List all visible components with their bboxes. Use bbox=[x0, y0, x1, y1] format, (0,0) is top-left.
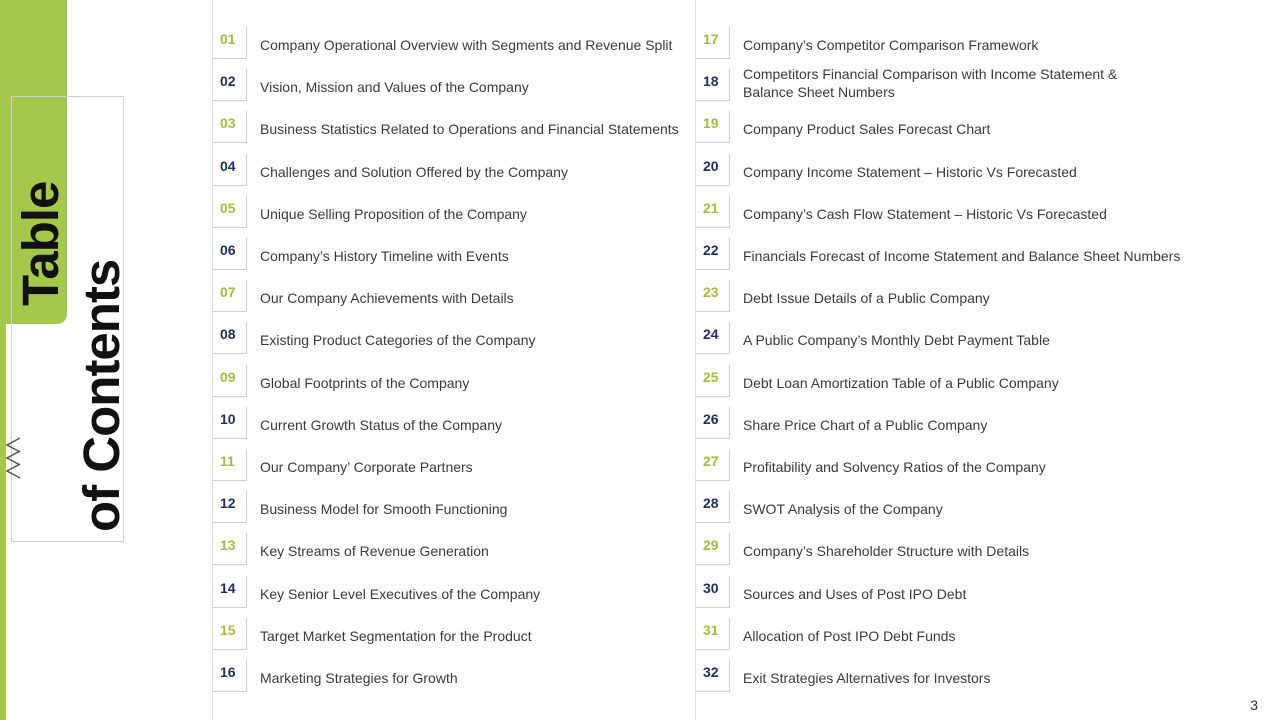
toc-item[interactable] bbox=[696, 66, 1166, 111]
toc-item-number: 26 bbox=[696, 407, 730, 439]
toc-item-label: Existing Product Categories of the Company bbox=[260, 332, 536, 348]
toc-item-label: Company Income Statement – Historic Vs Forecasted bbox=[743, 164, 1077, 180]
toc-item-number: 14 bbox=[213, 576, 247, 608]
toc-item[interactable] bbox=[213, 449, 683, 491]
toc-item-number: 07 bbox=[213, 280, 247, 312]
toc-item[interactable] bbox=[696, 576, 1166, 618]
toc-item[interactable] bbox=[213, 618, 683, 660]
toc-item-label: Allocation of Post IPO Debt Funds bbox=[743, 628, 956, 644]
toc-item[interactable] bbox=[213, 407, 683, 449]
toc-item-number: 29 bbox=[696, 533, 730, 565]
toc-item[interactable] bbox=[696, 111, 1166, 153]
toc-item-number: 15 bbox=[213, 618, 247, 650]
toc-item[interactable] bbox=[696, 280, 1166, 322]
toc-item[interactable] bbox=[696, 618, 1166, 660]
toc-item[interactable] bbox=[696, 449, 1166, 491]
toc-item[interactable] bbox=[696, 533, 1166, 575]
toc-item-label: Our Company’ Corporate Partners bbox=[260, 459, 473, 475]
toc-item[interactable] bbox=[213, 660, 683, 702]
toc-item-number: 10 bbox=[213, 407, 247, 439]
toc-item-label: Marketing Strategies for Growth bbox=[260, 670, 458, 686]
toc-item[interactable] bbox=[696, 196, 1166, 238]
toc-item[interactable] bbox=[696, 154, 1166, 196]
toc-item-label: Competitors Financial Comparison with Income Statement & Balance Sheet Numbers bbox=[743, 66, 1118, 100]
toc-item-label: A Public Company’s Monthly Debt Payment Table bbox=[743, 332, 1050, 348]
toc-item-number: 22 bbox=[696, 238, 730, 270]
toc-item[interactable] bbox=[696, 27, 1166, 69]
toc-item[interactable] bbox=[213, 27, 683, 69]
toc-item-number: 13 bbox=[213, 533, 247, 565]
triple-chevron-left-icon bbox=[2, 434, 24, 484]
toc-item-label: Global Footprints of the Company bbox=[260, 375, 470, 391]
toc-item-number: 27 bbox=[696, 449, 730, 481]
toc-item-number: 02 bbox=[213, 69, 247, 101]
toc-item-label: Company’s Competitor Comparison Framework bbox=[743, 37, 1039, 53]
toc-item-number: 16 bbox=[213, 660, 247, 692]
toc-item[interactable] bbox=[213, 154, 683, 196]
toc-item-label: Company’s Shareholder Structure with Details bbox=[743, 543, 1030, 559]
toc-item-label: Challenges and Solution Offered by the Company bbox=[260, 164, 568, 180]
toc-item-number: 11 bbox=[213, 449, 247, 481]
toc-item[interactable] bbox=[213, 491, 683, 533]
toc-item-number: 21 bbox=[696, 196, 730, 228]
toc-item-label: Unique Selling Proposition of the Company bbox=[260, 206, 527, 222]
toc-item-label: Debt Loan Amortization Table of a Public Company bbox=[743, 375, 1059, 391]
toc-item[interactable] bbox=[213, 576, 683, 618]
toc-item-number: 05 bbox=[213, 196, 247, 228]
toc-item-label: Vision, Mission and Values of the Company bbox=[260, 79, 529, 95]
toc-item-label: Business Model for Smooth Functioning bbox=[260, 501, 508, 517]
toc-item[interactable] bbox=[213, 238, 683, 280]
toc-item-number: 01 bbox=[213, 27, 247, 59]
toc-item-label: Financials Forecast of Income Statement and Balance Sheet Numbers bbox=[743, 248, 1181, 264]
toc-item-number: 30 bbox=[696, 576, 730, 608]
toc-item[interactable] bbox=[696, 407, 1166, 449]
toc-item[interactable] bbox=[213, 196, 683, 238]
toc-item[interactable] bbox=[213, 322, 683, 364]
toc-item-number: 09 bbox=[213, 365, 247, 397]
toc-item-number: 19 bbox=[696, 111, 730, 143]
toc-item[interactable] bbox=[213, 69, 683, 111]
page-title-line-2: of Contents bbox=[73, 259, 130, 532]
toc-item-label: Business Statistics Related to Operations and Financial Statements bbox=[260, 121, 679, 137]
toc-item-number: 31 bbox=[696, 618, 730, 650]
toc-item[interactable] bbox=[696, 238, 1181, 280]
toc-item-label: Company Product Sales Forecast Chart bbox=[743, 121, 991, 137]
toc-item-number: 17 bbox=[696, 27, 730, 59]
toc-item-label: Company Operational Overview with Segments and Revenue Split bbox=[260, 37, 673, 53]
toc-item-label: Target Market Segmentation for the Product bbox=[260, 628, 532, 644]
toc-item-label: Debt Issue Details of a Public Company bbox=[743, 290, 990, 306]
toc-item[interactable] bbox=[213, 111, 683, 153]
toc-item-label: Our Company Achievements with Details bbox=[260, 290, 514, 306]
toc-item[interactable] bbox=[696, 365, 1166, 407]
toc-item-number: 03 bbox=[213, 111, 247, 143]
toc-item[interactable] bbox=[696, 322, 1166, 364]
toc-item-label: Key Streams of Revenue Generation bbox=[260, 543, 489, 559]
toc-item-number: 08 bbox=[213, 322, 247, 354]
toc-item-number: 06 bbox=[213, 238, 247, 270]
toc-item[interactable] bbox=[213, 280, 683, 322]
toc-item-label: Company’s Cash Flow Statement – Historic Vs Forecasted bbox=[743, 206, 1107, 222]
toc-item-number: 18 bbox=[696, 69, 730, 101]
toc-item-label: Key Senior Level Executives of the Company bbox=[260, 586, 541, 602]
toc-item[interactable] bbox=[696, 491, 1166, 533]
toc-item-number: 24 bbox=[696, 322, 730, 354]
toc-item-number: 28 bbox=[696, 491, 730, 523]
page-title-line-1: Table bbox=[12, 181, 69, 306]
toc-item[interactable] bbox=[696, 660, 1166, 702]
toc-item[interactable] bbox=[213, 533, 683, 575]
toc-item-number: 25 bbox=[696, 365, 730, 397]
toc-item-number: 32 bbox=[696, 660, 730, 692]
toc-item[interactable] bbox=[213, 365, 683, 407]
toc-item-number: 12 bbox=[213, 491, 247, 523]
toc-item-label: Company’s History Timeline with Events bbox=[260, 248, 509, 264]
toc-item-label: Exit Strategies Alternatives for Investors bbox=[743, 670, 991, 686]
toc-item-label: Current Growth Status of the Company bbox=[260, 417, 502, 433]
toc-item-label: Share Price Chart of a Public Company bbox=[743, 417, 988, 433]
toc-item-label: SWOT Analysis of the Company bbox=[743, 501, 943, 517]
toc-item-number: 20 bbox=[696, 154, 730, 186]
toc-item-number: 23 bbox=[696, 280, 730, 312]
toc-item-number: 04 bbox=[213, 154, 247, 186]
toc-item-label: Sources and Uses of Post IPO Debt bbox=[743, 586, 967, 602]
toc-item-label: Profitability and Solvency Ratios of the Company bbox=[743, 459, 1046, 475]
page-number: 3 bbox=[1250, 697, 1258, 713]
